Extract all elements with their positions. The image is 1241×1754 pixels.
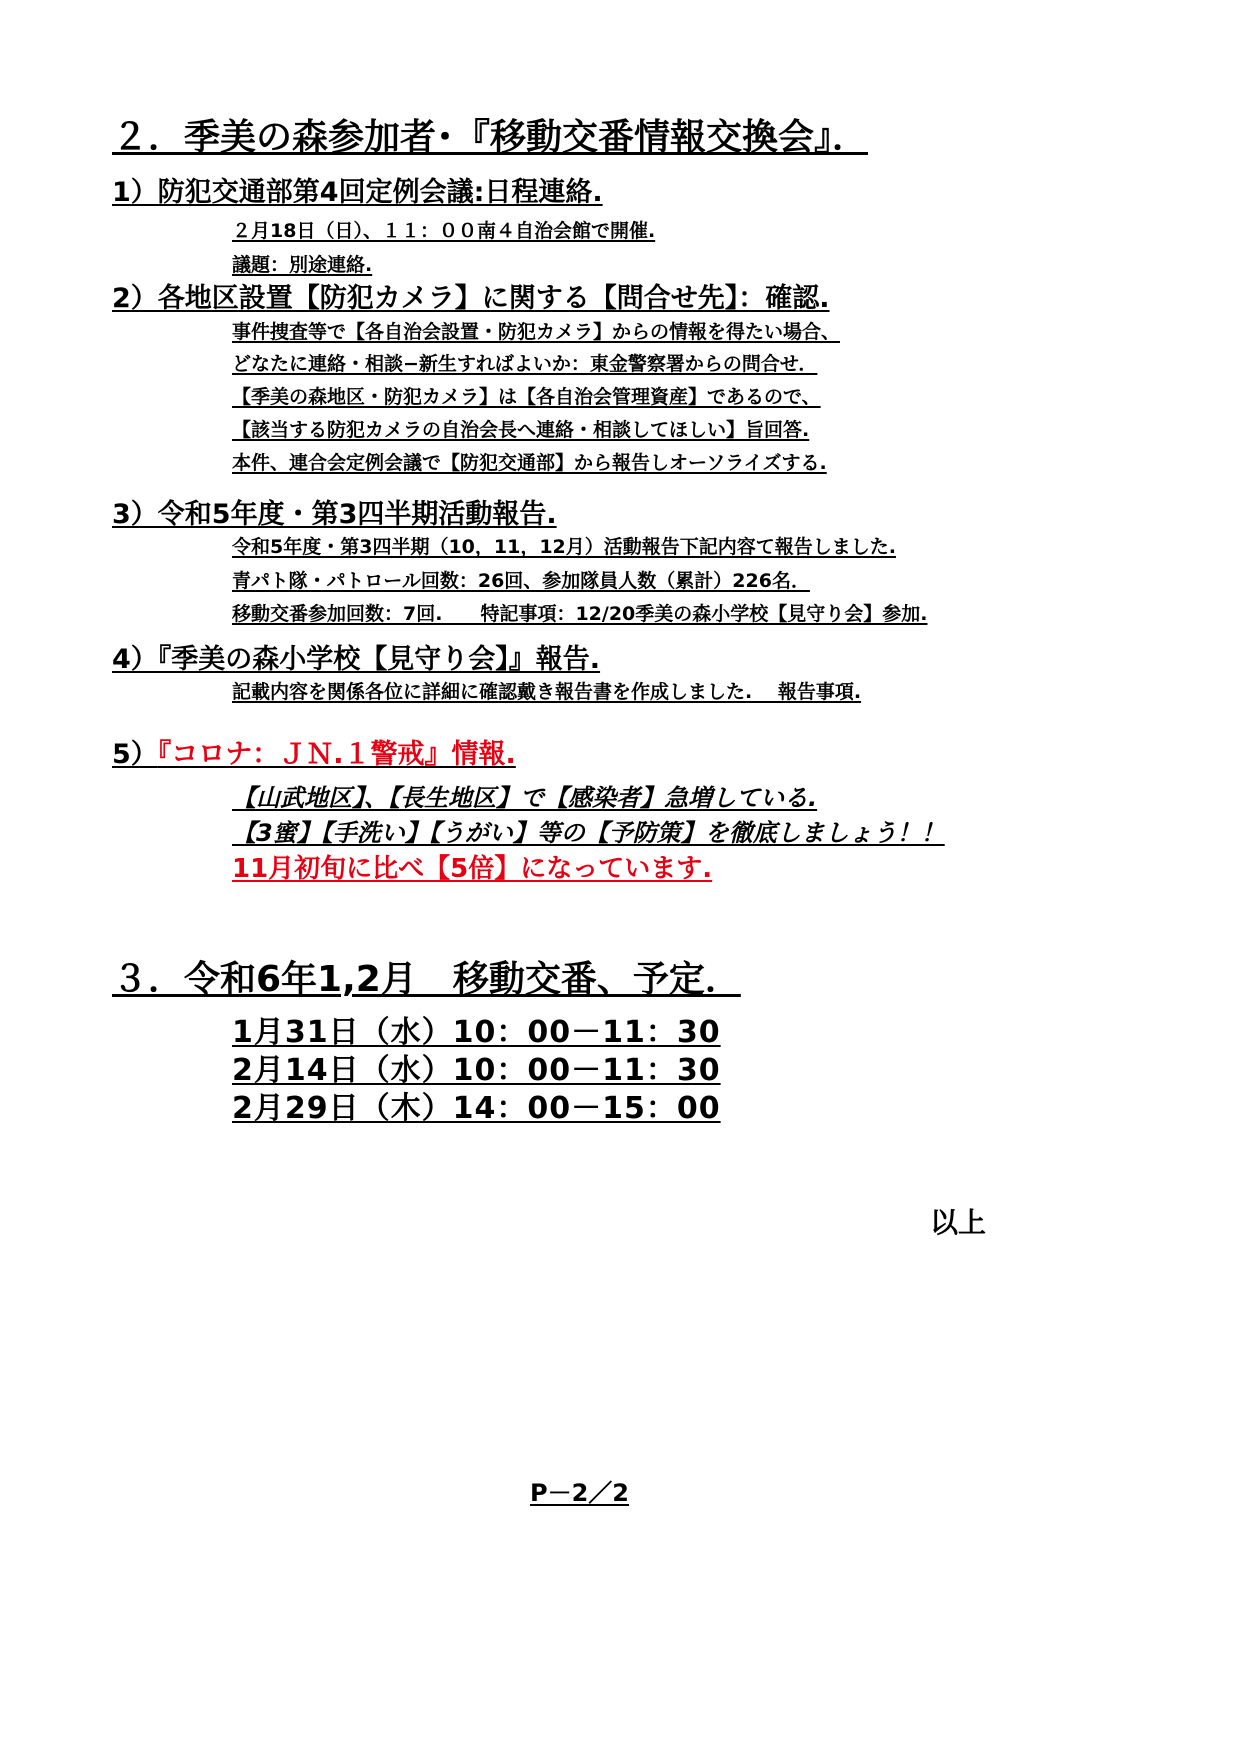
item-4-line: 記載内容を関係各位に詳細に確認戴き報告書を作成しました. 報告事項. — [232, 681, 862, 703]
item-2-line: 【季美の森地区・防犯カメラ】は【各自治会管理資産】であるので、 — [232, 386, 821, 408]
item-5-heading-prefix: 5） — [112, 739, 158, 770]
item-5-line: 【3蜜】【手洗い】【うがい】等の【予防策】を徹底しましょう！！ — [232, 819, 945, 847]
closing-text: 以上 — [930, 1206, 987, 1239]
item-5-heading-red: 『コロナ：ＪＮ.１警戒』情報. — [157, 739, 516, 770]
item-3-line: 令和5年度・第3四半期（10，11，12月）活動報告下記内容て報告しました. — [232, 536, 896, 558]
schedule-item: 1月31日（水）10：00－11：30 — [232, 1015, 721, 1050]
item-5-line: 【山武地区】、【長生地区】で【感染者】急増している. — [232, 784, 818, 812]
item-2-heading: 2）各地区設置【防犯カメラ】に関する【問合せ先】：確認. — [112, 283, 830, 314]
item-1-line: 議題：別途連絡. — [232, 254, 373, 276]
item-3-heading: 3）令和5年度・第3四半期活動報告. — [112, 499, 557, 530]
item-2-line: 事件捜査等で【各自治会設置・防犯カメラ】からの情報を得たい場合、 — [232, 321, 841, 343]
item-5-heading — [112, 740, 516, 770]
item-2-line: 本件、連合会定例会議で【防犯交通部】から報告しオーソライズする. — [232, 452, 827, 474]
item-3-line: 移動交番参加回数：7回. 特記事項：12/20季美の森小学校【見守り会】参加. — [232, 603, 928, 625]
item-5-warning: 11月初旬に比べ【5倍】になっています. — [232, 854, 713, 884]
section-3-title: ３．令和6年1,2月 移動交番、予定． — [112, 959, 741, 1000]
item-2-line: どなたに連絡・相談−新生すればよいか：東金警察署からの問合せ． — [232, 353, 818, 375]
item-1-line: ２月18日（日）、１１：００南４自治会館で開催. — [232, 220, 656, 242]
item-1-heading: 1）防犯交通部第4回定例会議:日程連絡. — [112, 177, 603, 208]
item-2-line: 【該当する防犯カメラの自治会長へ連絡・相談してほしい】旨回答. — [232, 419, 810, 441]
schedule-item: 2月14日（水）10：00－11：30 — [232, 1053, 721, 1088]
section-2-title: ２．季美の森参加者･『移動交番情報交換会』． — [112, 117, 869, 158]
schedule-item: 2月29日（木）14：00－15：00 — [232, 1091, 721, 1126]
page-number: P－2／2 — [530, 1479, 629, 1507]
item-3-line: 青パト隊・パトロール回数：26回、参加隊員人数（累計）226名． — [232, 570, 810, 592]
item-4-heading: 4）『季美の森小学校【見守り会】』報告. — [112, 644, 601, 675]
